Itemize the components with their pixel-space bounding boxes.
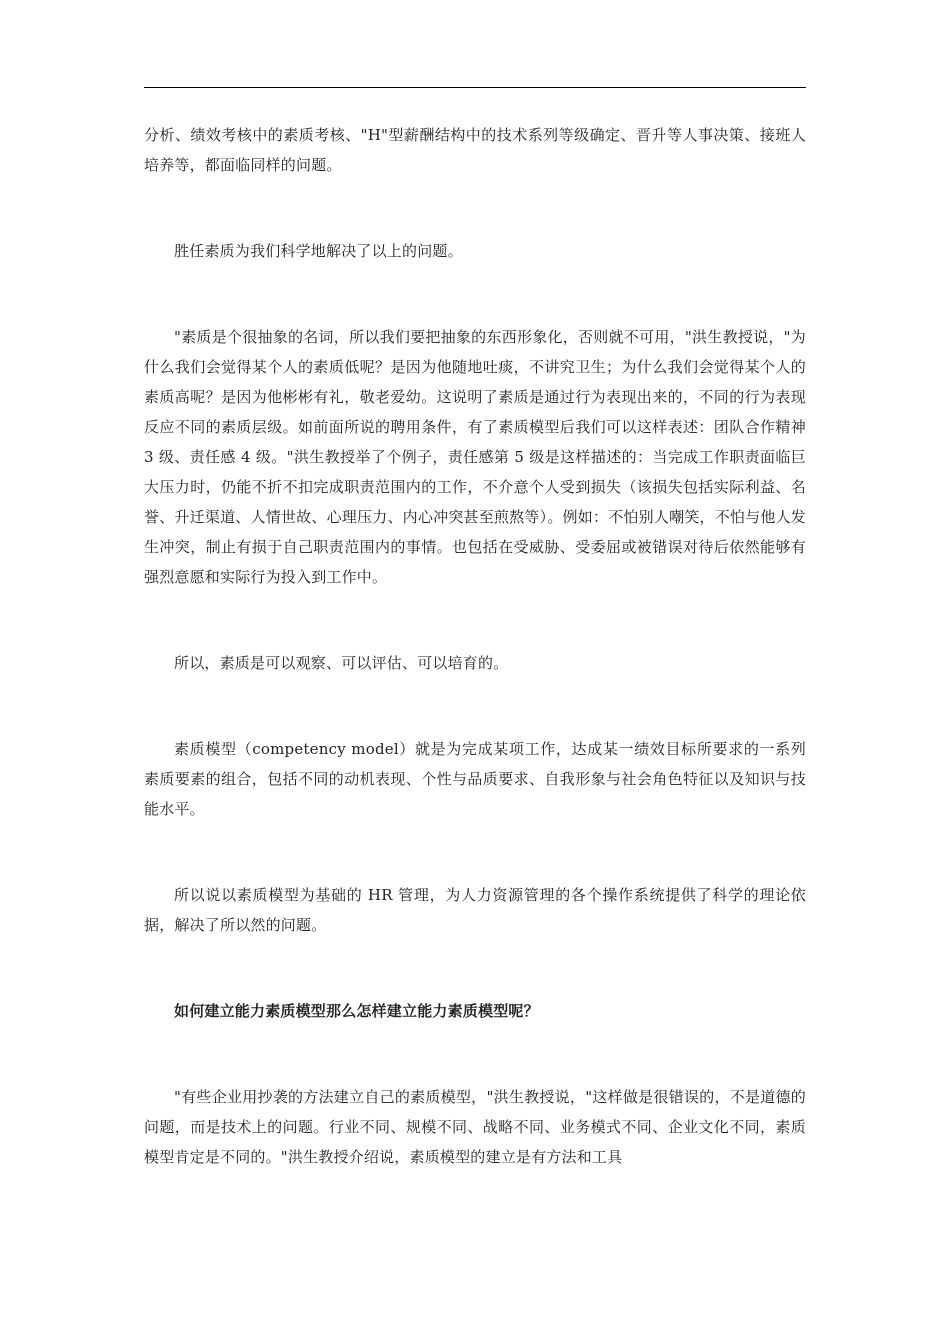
paragraph-gap [144, 940, 806, 996]
paragraph-competency-model-definition: 素质模型（competency model）就是为完成某项工作，达成某一绩效目标所要求的一系列素质要素的组合，包括不同的动机表现、个性与品质要求、自我形象与社会角色特征以及知识与技能水平。 [144, 740, 806, 818]
paragraph-continued: 分析、绩效考核中的素质考核、"H"型薪酬结构中的技术系列等级确定、晋升等人事决策、接班人培养等，都面临同样的问题。 [144, 126, 806, 174]
header-rule [144, 87, 806, 88]
paragraph-quote-hongsheng: "素质是个很抽象的名词，所以我们要把抽象的东西形象化，否则就不可用，"洪生教授说，"为什么我们会觉得某个人的素质低呢？是因为他随地吐痰，不讲究卫生；为什么我们会觉得某个人的素质高呢？是因为他彬彬有礼，敬老爱幼。这说明了素质是通过行为表现出来的，不同的行为表现反应不同的素质层级。如前面所说的聘用条件，有了素质模型后我们可以这样表述：团队合作精神 3 级、责任感 4 级。"洪生教授举了个例子，责任感第 5 级是这样描述的：当完成工作职责面临巨大压力时，仍能不折不扣完成职责范围内的工作，不介意个人受到损失（该损失包括实际利益、名誉、升迁渠道、人情世故、心理压力、内心冲突甚至煎熬等）。例如：不怕别人嘲笑，不怕与他人发生冲突，制止有损于自己职责范围内的事情。也包括在受威胁、受委屈或被错误对待后依然能够有强烈意愿和实际行为投入到工作中。 [144, 328, 806, 586]
document-body [144, 120, 806, 1172]
paragraph-gap [144, 678, 806, 734]
paragraph-copying-models: "有些企业用抄袭的方法建立自己的素质模型，"洪生教授说，"这样做是很错误的，不是道德的问题，而是技术上的问题。行业不同、规模不同、战略不同、业务模式不同、企业文化不同，素质模型肯定是不同的。"洪生教授介绍说，素质模型的建立是有方法和工具 [144, 1088, 806, 1166]
paragraph-observable: 所以，素质是可以观察、可以评估、可以培育的。 [174, 654, 509, 672]
paragraph-hr-management: 所以说以素质模型为基础的 HR 管理，为人力资源管理的各个操作系统提供了科学的理论依据，解决了所以然的问题。 [144, 886, 806, 934]
paragraph-competency-solves: 胜任素质为我们科学地解决了以上的问题。 [174, 242, 463, 260]
paragraph-gap [144, 1026, 806, 1082]
paragraph-gap [144, 592, 806, 648]
section-heading: 如何建立能力素质模型那么怎样建立能力素质模型呢？ [174, 1002, 539, 1020]
paragraph-gap [144, 180, 806, 236]
paragraph-gap [144, 824, 806, 880]
paragraph-gap [144, 266, 806, 322]
